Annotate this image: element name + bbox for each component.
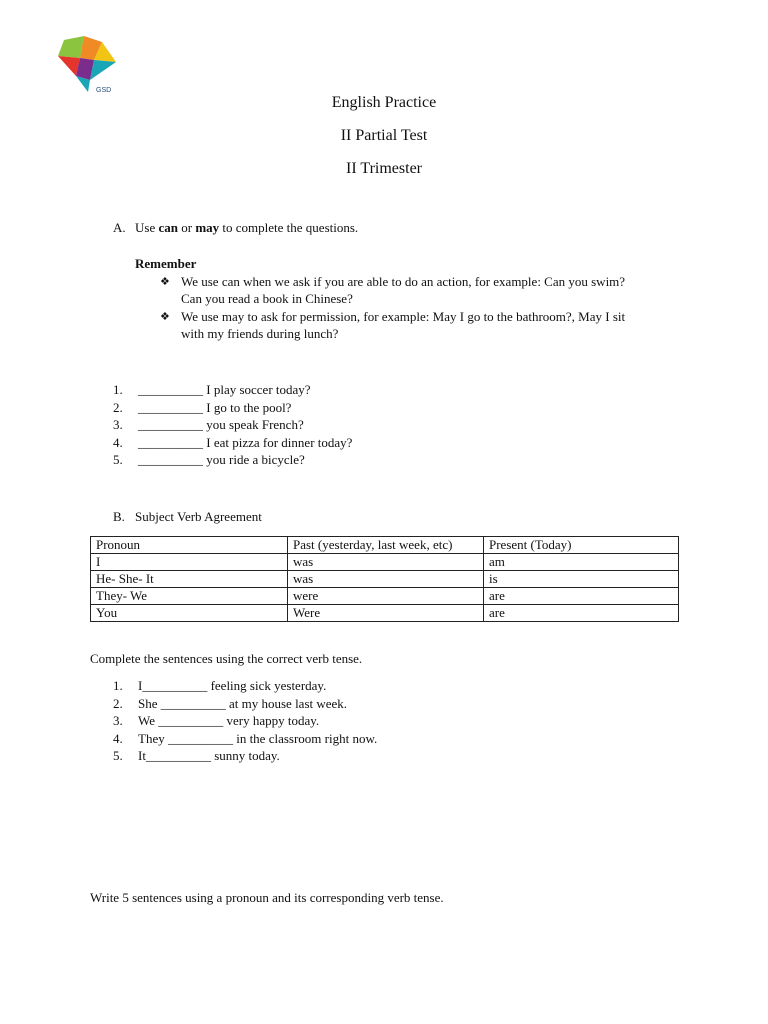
question-text: __________ you ride a bicycle? <box>138 452 305 467</box>
section-b-heading <box>113 508 262 525</box>
question-text: __________ I eat pizza for dinner today? <box>138 434 353 450</box>
list-item <box>113 399 352 417</box>
section-b-marker: B. <box>113 509 125 524</box>
school-logo <box>50 30 122 102</box>
bullet-text: We use may to ask for permission, for example: May I go to the bathroom?, May I sit <box>181 309 626 324</box>
instruction-text: Use <box>135 220 159 235</box>
sentence-text: She __________ at my house last week. <box>138 695 348 711</box>
table-header-cell: Past (yesterday, last week, etc) <box>288 537 484 554</box>
verb-agreement-table <box>90 536 679 622</box>
diamond-bullet-icon: ❖ <box>160 311 170 323</box>
table-cell: You <box>91 605 288 622</box>
sentence-text: It__________ sunny today. <box>138 748 280 763</box>
table-header-cell: Pronoun <box>91 537 288 554</box>
remember-heading: Remember <box>135 256 197 271</box>
bullet-text: Can you read a book in Chinese? <box>181 291 353 306</box>
item-number: 2. <box>113 399 123 415</box>
table-cell: I <box>91 554 288 571</box>
table-row <box>91 554 679 571</box>
question-text: __________ I play soccer today? <box>138 382 311 397</box>
table-row <box>91 588 679 605</box>
item-number: 1. <box>113 678 123 693</box>
logo-text: GSD <box>96 87 112 94</box>
page-subtitle-trimester: II Trimester <box>346 160 422 177</box>
item-number: 3. <box>113 417 123 432</box>
question-text: __________ I go to the pool? <box>138 399 292 415</box>
table-row <box>91 571 679 588</box>
bullet-text: We use can when we ask if you are able to do an action, for example: Can you swim? <box>181 274 626 289</box>
list-item <box>113 677 377 695</box>
section-a-marker: A. <box>113 220 126 235</box>
table-header-cell: Present (Today) <box>484 537 679 554</box>
verb-tense-instruction: Complete the sentences using the correct verb tense. <box>90 651 363 666</box>
sentence-text: I__________ feeling sick yesterday. <box>138 678 327 693</box>
can-may-questions <box>113 381 352 469</box>
item-number: 3. <box>113 713 123 728</box>
table-cell: was <box>288 571 484 588</box>
list-item <box>113 416 352 434</box>
instruction-text: to complete the questions. <box>219 220 359 235</box>
final-writing-instruction: Write 5 sentences using a pronoun and its corresponding verb tense. <box>90 890 444 905</box>
list-item <box>113 451 352 469</box>
table-cell: are <box>484 588 679 605</box>
item-number: 2. <box>113 695 123 711</box>
diamond-bullet-icon: ❖ <box>160 276 170 288</box>
section-b-title: Subject Verb Agreement <box>135 509 262 524</box>
sentence-text: They __________ in the classroom right now. <box>138 730 378 746</box>
list-item <box>113 747 377 765</box>
page-title: English Practice <box>331 94 437 111</box>
keyword-may: may <box>195 220 220 235</box>
bullet-text: with my friends during lunch? <box>181 326 339 341</box>
page-subtitle-test: II Partial Test <box>340 127 428 144</box>
keyword-can: can <box>158 220 178 235</box>
table-cell: are <box>484 605 679 622</box>
item-number: 4. <box>113 434 123 450</box>
remember-bullet-1 <box>160 273 625 307</box>
list-item <box>113 695 377 713</box>
list-item <box>113 381 352 399</box>
table-row <box>91 605 679 622</box>
remember-bullet-2 <box>160 308 625 342</box>
table-cell: was <box>288 554 484 571</box>
table-cell: am <box>484 554 679 571</box>
instruction-text: or <box>177 220 196 235</box>
table-cell: Were <box>288 605 484 622</box>
table-cell: They- We <box>91 588 288 605</box>
item-number: 1. <box>113 382 123 397</box>
list-item <box>113 712 377 730</box>
sentence-text: We __________ very happy today. <box>138 713 320 728</box>
table-header-row <box>91 537 679 554</box>
item-number: 5. <box>113 748 123 763</box>
item-number: 5. <box>113 452 123 467</box>
table-cell: is <box>484 571 679 588</box>
table-cell: He- She- It <box>91 571 288 588</box>
list-item <box>113 730 377 748</box>
item-number: 4. <box>113 730 123 746</box>
question-text: __________ you speak French? <box>138 417 304 432</box>
list-item <box>113 434 352 452</box>
table-cell: were <box>288 588 484 605</box>
verb-tense-sentences <box>113 677 377 765</box>
section-a-instruction <box>113 219 358 236</box>
